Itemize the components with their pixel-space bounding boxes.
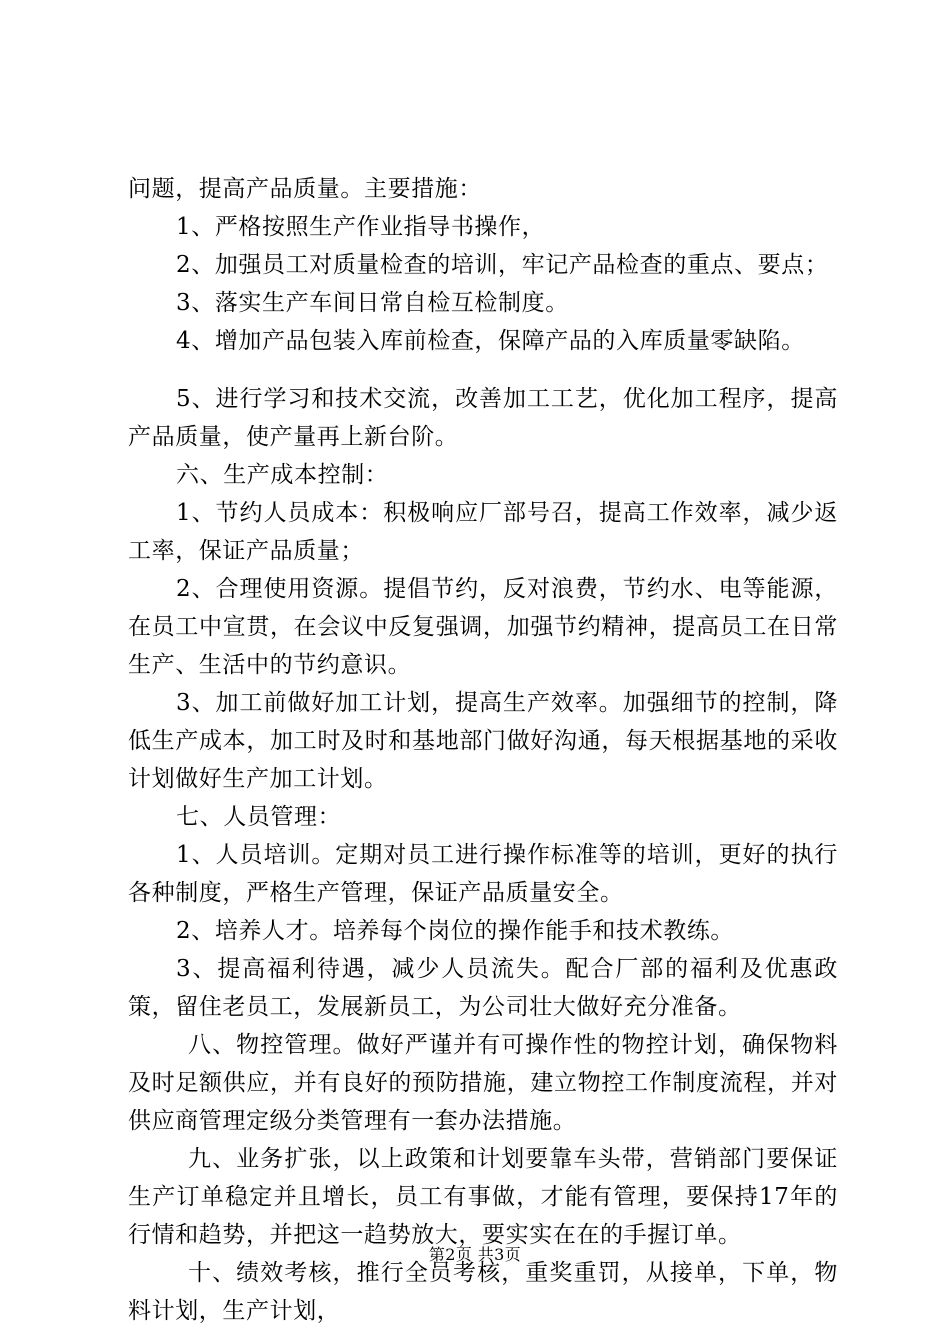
- paragraph-measure-3: 3、落实生产车间日常自检互检制度。: [176, 290, 569, 316]
- section-business-expansion: 九、业务扩张，以上政策和计划要靠车头带，营销部门要保证生产订单稳定并且增长，员工有事做，才能有管理，要保持17年的行情和趋势，并把这一趋势放大，要实实在在的手握订单。: [128, 1146, 838, 1248]
- paragraph-measure-4: 4、增加产品包装入库前检查，保障产品的入库质量零缺陷。: [176, 328, 805, 354]
- paragraph-measure-5: 5、进行学习和技术交流，改善加工工艺，优化加工程序，提高产品质量，使产量再上新台阶。: [128, 386, 838, 450]
- section-performance-review: 十、绩效考核，推行全员考核，重奖重罚，从接单，下单，物料计划，生产计划，: [128, 1260, 838, 1324]
- paragraph-cost-2: 2、合理使用资源。提倡节约，反对浪费，节约水、电等能源，在员工中宣贯，在会议中反复强调，加强节约精神，提高员工在日常生产、生活中的节约意识。: [128, 576, 838, 678]
- paragraph-cost-1: 1、节约人员成本：积极响应厂部号召，提高工作效率，减少返工率，保证产品质量；: [128, 500, 838, 564]
- paragraph-measure-2: 2、加强员工对质量检查的培训，牢记产品检查的重点、要点；: [176, 252, 829, 278]
- section-heading-cost-control: 六、生产成本控制：: [176, 462, 389, 488]
- paragraph-personnel-2: 2、培养人才。培养每个岗位的操作能手和技术教练。: [176, 918, 735, 944]
- page-number-footer: 第2页 共3页: [428, 1245, 522, 1264]
- paragraph-personnel-1: 1、人员培训。定期对员工进行操作标准等的培训，更好的执行各种制度，严格生产管理，保证产品质量安全。: [128, 842, 838, 906]
- paragraph-measure-1: 1、严格按照生产作业指导书操作，: [176, 214, 546, 240]
- section-heading-personnel: 七、人员管理：: [176, 804, 342, 830]
- paragraph-cost-3: 3、加工前做好加工计划，提高生产效率。加强细节的控制，降低生产成本，加工时及时和基地部门做好沟通，每天根据基地的采收计划做好生产加工计划。: [128, 690, 838, 792]
- section-material-control: 八、物控管理。做好严谨并有可操作性的物控计划，确保物料及时足额供应，并有良好的预防措施，建立物控工作制度流程，并对供应商管理定级分类管理有一套办法措施。: [128, 1032, 838, 1134]
- paragraph-continuation: 问题，提高产品质量。主要措施：: [128, 176, 482, 202]
- paragraph-personnel-3: 3、提高福利待遇，减少人员流失。配合厂部的福利及优惠政策，留住老员工，发展新员工，为公司壮大做好充分准备。: [128, 956, 838, 1020]
- document-body: [128, 170, 838, 1330]
